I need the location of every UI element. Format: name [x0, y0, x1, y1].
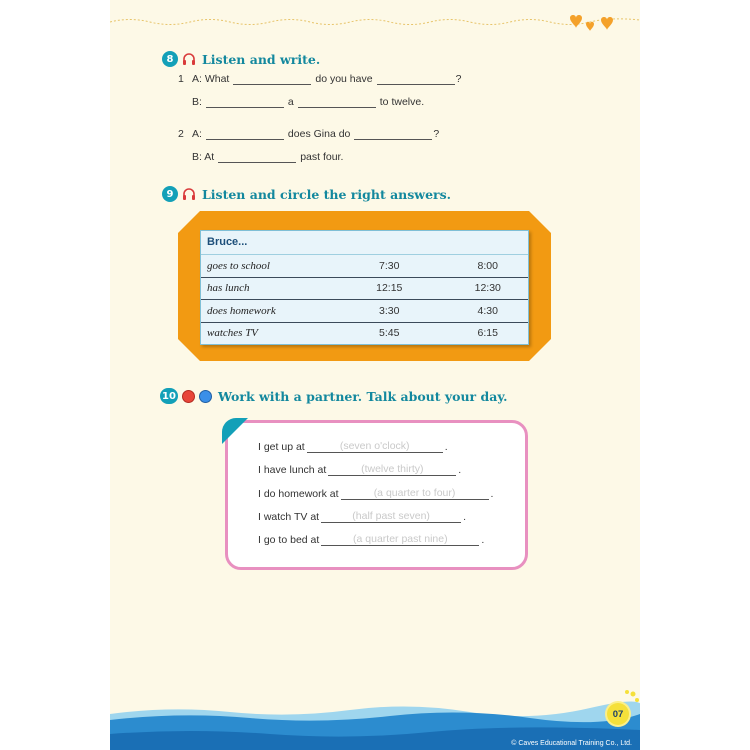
answer-blank[interactable]: (seven o'clock) [307, 440, 443, 453]
top-decoration [110, 0, 640, 40]
section-title: Listen and write. [202, 51, 321, 67]
section-title: Work with a partner. Talk about your day. [218, 388, 508, 404]
headphones-icon [182, 187, 196, 201]
sentence-prefix: I do homework at [258, 488, 339, 500]
sentence-end: . [444, 441, 448, 453]
answer-blank[interactable] [354, 128, 432, 140]
heart-icon [570, 15, 613, 31]
corner-decoration [222, 418, 248, 444]
dialogue-text: A: [192, 128, 202, 140]
speaking-partner-icon [199, 390, 212, 403]
answer-blank[interactable]: (twelve thirty) [328, 463, 456, 476]
sentence-line [258, 487, 493, 500]
table-row [201, 255, 528, 278]
sentence-line [258, 440, 448, 453]
sentence-prefix: I get up at [258, 441, 305, 453]
sentence-end: . [463, 511, 467, 523]
speaking-partner-icon [182, 390, 195, 403]
answer-blank[interactable]: (half past seven) [321, 510, 461, 523]
time-option[interactable]: 3:30 [379, 304, 400, 317]
answer-blank[interactable] [377, 73, 455, 85]
time-option[interactable]: 12:30 [474, 282, 501, 295]
bruce-schedule-table [200, 230, 529, 345]
section-number-badge: 10 [160, 388, 178, 404]
exercise-line [178, 128, 439, 140]
table-row [201, 300, 528, 323]
dialogue-text: ? [433, 128, 440, 140]
answer-blank[interactable] [206, 128, 284, 140]
activity-cell: has lunch [207, 282, 250, 295]
answer-blank[interactable]: (a quarter to four) [341, 487, 489, 500]
exercise-line [192, 96, 424, 108]
dialogue-text: does Gina do [287, 128, 351, 140]
sentence-end: . [490, 488, 494, 500]
activity-cell: does homework [207, 304, 276, 317]
workbook-page [110, 0, 640, 750]
section-9-header [162, 186, 451, 202]
dialogue-text: A: What [192, 73, 230, 85]
answer-blank[interactable]: (a quarter past nine) [321, 533, 479, 546]
sentence-prefix: I have lunch at [258, 464, 327, 476]
headphones-icon [182, 52, 196, 66]
dialogue-text: do you have [315, 73, 373, 85]
exercise-line [192, 151, 343, 163]
section-10-header [160, 388, 508, 404]
table-row [201, 323, 528, 345]
dialogue-text: a [287, 96, 294, 108]
time-option[interactable]: 7:30 [379, 259, 400, 272]
time-option[interactable]: 8:00 [477, 259, 498, 272]
item-number: 1 [178, 73, 184, 85]
section-number-badge: 8 [162, 51, 178, 67]
dialogue-text: ? [455, 73, 462, 85]
item-number: 2 [178, 128, 184, 140]
table-row [201, 278, 528, 301]
dialogue-text: to twelve. [379, 96, 425, 108]
section-number-badge: 9 [162, 186, 178, 202]
table-title: Bruce... [201, 231, 528, 255]
exercise-line [178, 73, 461, 85]
activity-cell: goes to school [207, 259, 270, 272]
dialogue-text: B: [192, 96, 202, 108]
copyright-text: © Caves Educational Training Co., Ltd. [511, 740, 632, 747]
dialogue-text: past four. [300, 151, 344, 163]
section-title: Listen and circle the right answers. [202, 186, 451, 202]
time-option[interactable]: 5:45 [379, 327, 400, 340]
sentence-prefix: I go to bed at [258, 534, 320, 546]
sentence-end: . [481, 534, 485, 546]
sentence-end: . [458, 464, 462, 476]
sentence-line [258, 463, 461, 476]
section-8-header [162, 51, 320, 67]
dialogue-text: B: At [192, 151, 215, 163]
sentence-prefix: I watch TV at [258, 511, 320, 523]
answer-blank[interactable] [298, 96, 376, 108]
activity-cell: watches TV [207, 327, 259, 340]
answer-blank[interactable] [206, 96, 284, 108]
time-option[interactable]: 4:30 [477, 304, 498, 317]
sentence-line [258, 533, 484, 546]
sentence-line [258, 510, 466, 523]
answer-blank[interactable] [218, 151, 296, 163]
time-option[interactable]: 6:15 [477, 327, 498, 340]
page-number: 07 [607, 703, 629, 725]
time-option[interactable]: 12:15 [376, 282, 403, 295]
answer-blank[interactable] [233, 73, 311, 85]
